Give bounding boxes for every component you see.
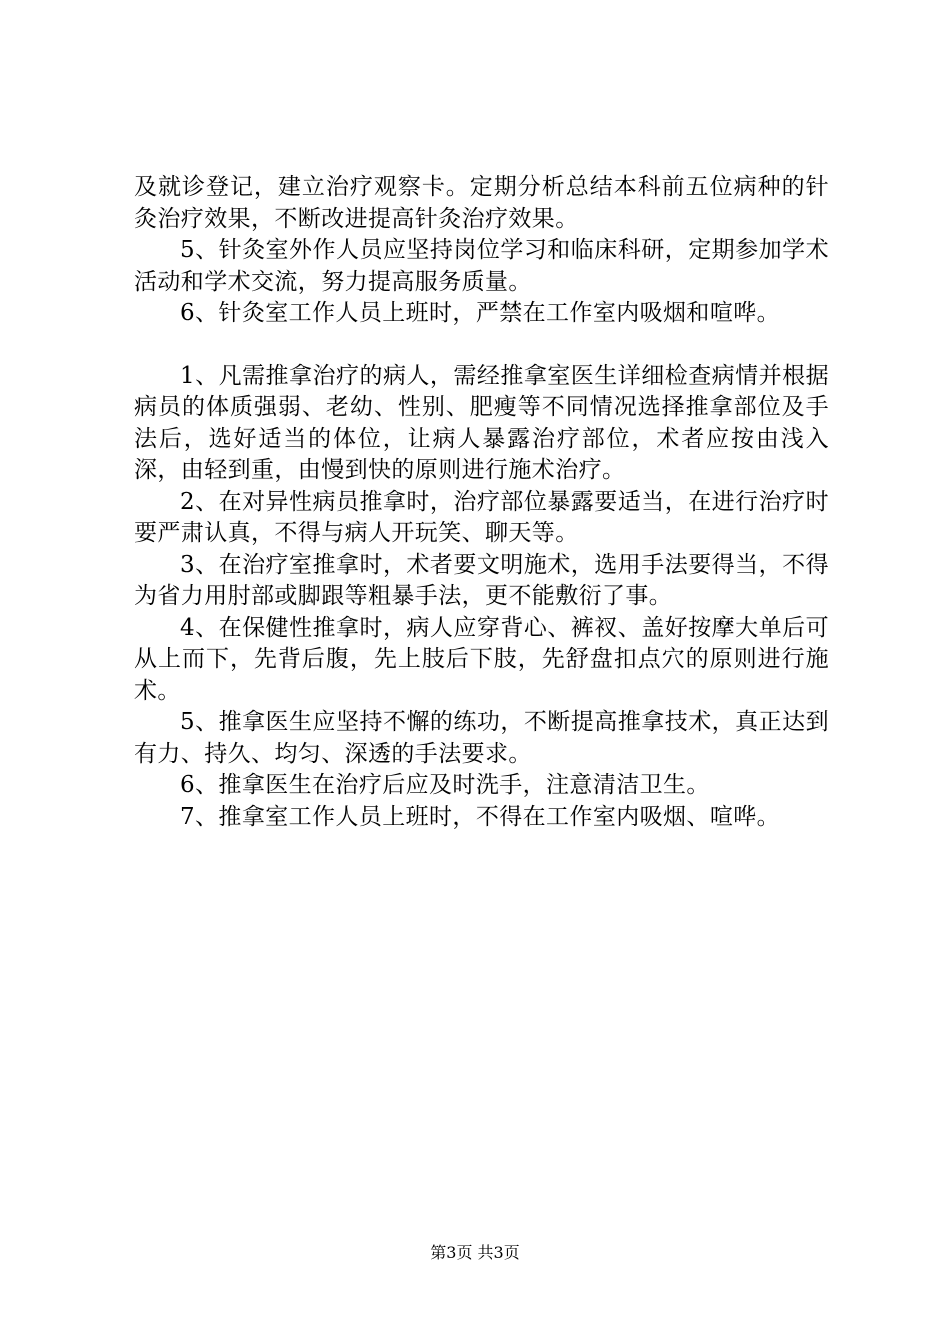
paragraph-acupuncture-rule-5: 5、针灸室外作人员应坚持岗位学习和临床科研，定期参加学术活动和学术交流，努力提高服务质量。	[134, 237, 829, 295]
section-gap	[134, 330, 829, 361]
paragraph-massage-rule-6: 6、推拿医生在治疗后应及时洗手，注意清洁卫生。	[180, 772, 710, 798]
paragraph-massage-rule-1: 1、凡需推拿治疗的病人，需经推拿室医生详细检查病情并根据病员的体质强弱、老幼、性别、肥瘦等不同情况选择推拿部位及手法后，选好适当的体位，让病人暴露治疗部位，术者应按由浅入深，由轻到重，由慢到快的原则进行施术治疗。	[134, 362, 829, 483]
document-body	[134, 172, 829, 833]
page-number-footer: 第3页 共3页	[430, 1243, 520, 1262]
paragraph-acupuncture-rule-6: 6、针灸室工作人员上班时，严禁在工作室内吸烟和喧哗。	[180, 300, 781, 326]
paragraph-registration: 及就诊登记，建立治疗观察卡。定期分析总结本科前五位病种的针灸治疗效果，不断改进提高针灸治疗效果。	[134, 174, 829, 232]
paragraph-massage-rule-4: 4、在保健性推拿时，病人应穿背心、裤衩、盖好按摩大单后可从上而下，先背后腹，先上肢后下肢，先舒盘扣点穴的原则进行施术。	[134, 614, 829, 704]
paragraph-massage-rule-5: 5、推拿医生应坚持不懈的练功，不断提高推拿技术，真正达到有力、持久、均匀、深透的手法要求。	[134, 709, 829, 767]
paragraph-massage-rule-2: 2、在对异性病员推拿时，治疗部位暴露要适当，在进行治疗时要严肃认真，不得与病人开玩笑、聊天等。	[134, 488, 829, 546]
paragraph-massage-rule-7: 7、推拿室工作人员上班时，不得在工作室内吸烟、喧哗。	[180, 803, 781, 830]
paragraph-massage-rule-3: 3、在治疗室推拿时，术者要文明施术，选用手法要得当，不得为省力用肘部或脚跟等粗暴手法，更不能敷衍了事。	[134, 551, 829, 609]
